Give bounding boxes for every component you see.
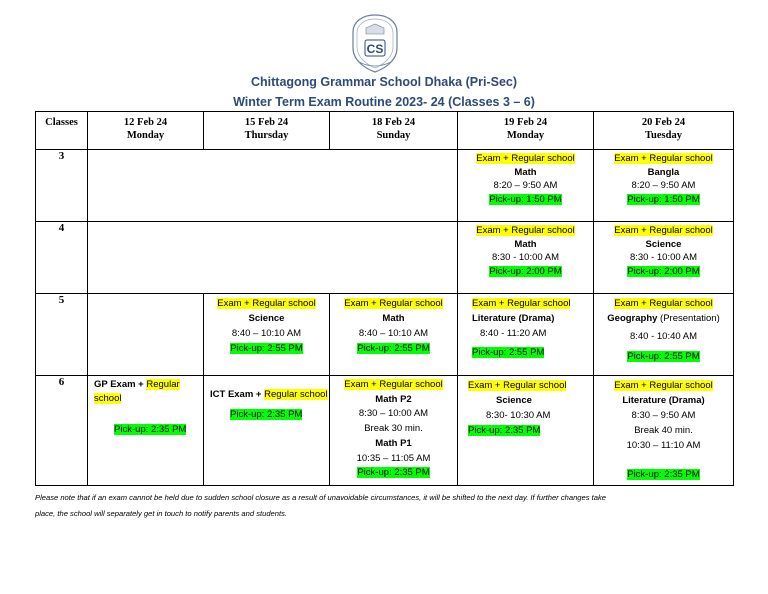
subject: Math xyxy=(382,313,405,324)
header-date-5: 20 Feb 24 Tuesday xyxy=(594,112,734,150)
exam-tag: Exam + Regular school xyxy=(217,298,316,309)
exam-cell xyxy=(204,294,330,376)
pickup-time: Pick-up: 2:55 PM xyxy=(627,351,700,362)
footnote-line: place, the school will separately get in touch to notify parents and students. xyxy=(35,509,288,518)
exam-cell xyxy=(330,376,458,486)
subject: Literature (Drama) xyxy=(472,313,555,324)
pickup-time: Pick-up: 2:55 PM xyxy=(472,347,545,358)
exam-tag-prefix: GP Exam + xyxy=(94,379,147,390)
pickup-time: Pick-up: 2:35 PM xyxy=(230,409,303,420)
subject: Science xyxy=(248,313,285,324)
pickup-time: Pick-up: 2:35 PM xyxy=(114,424,187,435)
pickup-time: Pick-up: 2:00 PM xyxy=(489,265,562,277)
exam-time: 8:30 – 9:50 AM xyxy=(631,410,696,421)
empty-cell xyxy=(88,150,458,222)
empty-cell xyxy=(88,294,204,376)
footnote xyxy=(35,490,735,522)
exam-time: 8:40 - 10:40 AM xyxy=(629,331,698,342)
exam-cell xyxy=(204,376,330,486)
exam-time: 8:20 – 9:50 AM xyxy=(493,180,558,191)
pickup-time: Pick-up: 1:50 PM xyxy=(489,193,562,205)
subject: Math P2 xyxy=(375,393,412,405)
exam-cell xyxy=(458,376,594,486)
table-header-row xyxy=(36,112,734,150)
break-note: Break 30 min. xyxy=(364,423,423,435)
exam-time: 8:30 – 10:00 AM xyxy=(358,408,429,420)
exam-tag: Exam + Regular school xyxy=(344,298,443,309)
class-label: 6 xyxy=(36,376,88,486)
exam-cell xyxy=(88,376,204,486)
exam-cell xyxy=(594,150,734,222)
subject: Math xyxy=(514,238,537,250)
footnote-line: Please note that if an exam cannot be held due to sudden school closure as a result of unavoidable circumstances, it will be shifted to the next day. If further changes take xyxy=(35,493,606,502)
exam-tag: Exam + Regular school xyxy=(344,379,443,390)
pickup-time: Pick-up: 1:50 PM xyxy=(627,193,700,205)
exam-tag: Exam + Regular school xyxy=(614,380,713,391)
pickup-time: Pick-up: 2:35 PM xyxy=(357,467,430,479)
table-row-class-5 xyxy=(36,294,734,376)
exam-time: 8:40 – 10:10 AM xyxy=(231,328,302,339)
exam-time: 8:30 - 10:00 AM xyxy=(629,252,698,263)
exam-cell xyxy=(458,150,594,222)
class-label: 3 xyxy=(36,150,88,222)
exam-time: 8:30 - 10:00 AM xyxy=(491,252,560,263)
exam-cell xyxy=(458,294,594,376)
pickup-time: Pick-up: 2:00 PM xyxy=(627,265,700,277)
exam-tag: Regular school xyxy=(94,379,180,404)
empty-cell xyxy=(88,222,458,294)
exam-tag: Exam + Regular school xyxy=(614,298,713,309)
pickup-time: Pick-up: 2:55 PM xyxy=(357,343,430,354)
header-date-4: 19 Feb 24 Monday xyxy=(458,112,594,150)
exam-tag-prefix: ICT Exam + xyxy=(210,389,265,400)
routine-title: Winter Term Exam Routine 2023- 24 (Classes 3 – 6) xyxy=(233,95,535,109)
class-label: 5 xyxy=(36,294,88,376)
table-row-class-4 xyxy=(36,222,734,294)
exam-tag: Exam + Regular school xyxy=(476,153,575,164)
exam-tag: Exam + Regular school xyxy=(468,380,567,391)
exam-time: 8:30- 10:30 AM xyxy=(486,410,551,421)
pickup-time: Pick-up: 2:55 PM xyxy=(230,343,303,354)
exam-tag: Regular school xyxy=(264,389,328,400)
exam-cell xyxy=(594,294,734,376)
exam-tag: Exam + Regular school xyxy=(614,225,713,236)
subject: Math P1 xyxy=(375,437,412,449)
exam-cell xyxy=(330,294,458,376)
exam-tag: Exam + Regular school xyxy=(472,298,571,309)
exam-cell xyxy=(594,376,734,486)
class-label: 4 xyxy=(36,222,88,294)
exam-time: 10:30 – 11:10 AM xyxy=(626,440,701,451)
exam-tag: Exam + Regular school xyxy=(614,153,713,164)
pickup-time: Pick-up: 2:35 PM xyxy=(468,425,541,436)
table-row-class-6 xyxy=(36,376,734,486)
exam-tag: Exam + Regular school xyxy=(476,225,575,236)
exam-time: 8:40 - 11:20 AM xyxy=(480,328,547,339)
exam-time: 8:20 – 9:50 AM xyxy=(631,180,696,191)
exam-cell xyxy=(458,222,594,294)
subject: Bangla xyxy=(647,166,680,178)
logo-text: CS xyxy=(366,42,384,56)
exam-time: 8:40 – 10:10 AM xyxy=(358,328,429,339)
subject: Geography xyxy=(607,313,658,324)
break-note: Break 40 min. xyxy=(634,425,693,436)
pickup-time: Pick-up: 2:35 PM xyxy=(627,469,700,480)
school-crest-logo xyxy=(344,12,406,74)
exam-routine-table xyxy=(35,111,734,486)
header-date-2: 15 Feb 24 Thursday xyxy=(204,112,330,150)
subject-note: (Presentation) xyxy=(657,313,720,324)
subject: Literature (Drama) xyxy=(622,395,705,406)
header-date-3: 18 Feb 24 Sunday xyxy=(330,112,458,150)
subject: Science xyxy=(496,395,532,406)
header-date-1: 12 Feb 24 Monday xyxy=(88,112,204,150)
subject: Science xyxy=(645,238,682,250)
table-row-class-3 xyxy=(36,150,734,222)
header-classes: Classes xyxy=(36,112,88,150)
school-name: Chittagong Grammar School Dhaka (Pri-Sec) xyxy=(250,75,518,89)
exam-cell xyxy=(594,222,734,294)
subject: Math xyxy=(514,166,537,178)
exam-time: 10:35 – 11:05 AM xyxy=(356,452,431,464)
